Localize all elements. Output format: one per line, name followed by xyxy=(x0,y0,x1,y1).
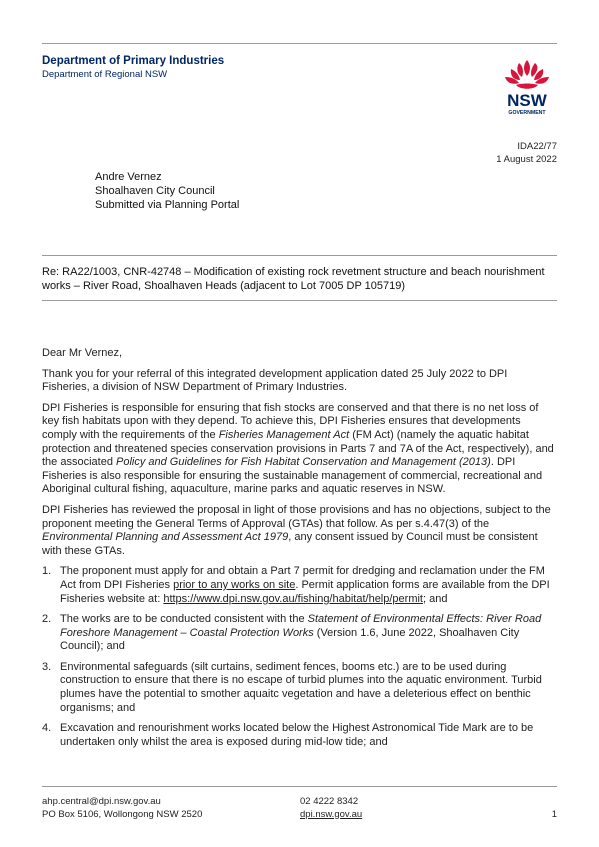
top-rule xyxy=(42,43,557,44)
recipient-name: Andre Vernez xyxy=(95,171,162,183)
reference-id: IDA22/77 xyxy=(517,141,557,152)
footer-rule xyxy=(42,786,557,787)
page-number: 1 xyxy=(551,809,557,820)
reference-block xyxy=(496,140,557,166)
list-number: 1. xyxy=(42,565,52,578)
text-span: The works are to be conducted consistent with the xyxy=(60,613,308,626)
text-span: DPI Fisheries is responsible for ensuring that fish stocks are conserved and that there is no net loss of key fish habitats upon with they depend. To achieve this, DPI Fisheries ensures that developments comply with the requirements of the xyxy=(42,401,539,441)
list-item xyxy=(42,722,557,749)
waratah-icon xyxy=(505,60,549,89)
subject-top-rule xyxy=(42,255,557,256)
nsw-government-logo xyxy=(498,57,556,117)
paragraph-review xyxy=(42,504,557,558)
text-span: ; and xyxy=(423,592,448,605)
text-span: , any consent issued by Council must be consistent with these GTAs. xyxy=(42,531,538,557)
list-item xyxy=(42,613,557,654)
department-subtitle: Department of Regional NSW xyxy=(42,69,168,80)
document-title: Statement of Environmental Effects: River Road Foreshore Management – Coastal Protection Works xyxy=(60,613,542,639)
text-span: (Version 1.6, June 2022, Shoalhaven City Council); and xyxy=(60,626,520,653)
permit-url-link[interactable]: https://www.dpi.nsw.gov.au/fishing/habitat/help/permit xyxy=(163,592,423,605)
letter-date: 1 August 2022 xyxy=(496,154,557,165)
footer-website-link[interactable]: dpi.nsw.gov.au xyxy=(300,808,363,820)
footer-contact-right xyxy=(300,796,362,821)
list-item xyxy=(42,661,557,715)
list-number: 2. xyxy=(42,613,52,626)
footer-phone: 02 4222 8342 xyxy=(300,796,359,807)
salutation: Dear Mr Vernez, xyxy=(42,347,123,359)
text-span: The proponent must apply for and obtain a Part 7 permit for dredging and reclamation under the FM Act from DPI Fisheries xyxy=(60,565,545,591)
footer-po-box: PO Box 5106, Wollongong NSW 2520 xyxy=(42,808,203,820)
list-number: 3. xyxy=(42,660,52,673)
submission-method: Submitted via Planning Portal xyxy=(95,199,240,211)
text-span: (FM Act) (namely the aquatic habitat protection and threatened species conservation provisions in Parts 7 and 7A of the Act, respectively), and the associated xyxy=(42,428,554,469)
policy-title: Policy and Guidelines for Fish Habitat Conservation and Management (2013) xyxy=(116,456,491,469)
paragraph-responsibility xyxy=(42,402,557,497)
department-name: Department of Primary Industries xyxy=(42,55,225,67)
text-span: Excavation and renourishment works located below the Highest Astronomical Tide Mark are to be undertaken only whilst the area is exposed during mid-low tide; and xyxy=(60,722,534,748)
subject-line: Re: RA22/1003, CNR-42748 – Modification of existing rock revetment structure and beach nourishment works – River Road, Shoalhaven Heads (adjacent to Lot 7005 DP 105719) xyxy=(42,266,545,292)
prior-works-link[interactable]: prior to any works on site xyxy=(173,578,296,591)
subject-bottom-rule xyxy=(42,300,557,301)
letter-body xyxy=(42,347,557,756)
recipient-address xyxy=(95,170,239,212)
text-span: DPI Fisheries has reviewed the proposal in light of those provisions and has no objections, subject to the proponent meeting the General Terms of Approval (GTAs) that follow. As per s.4.47(3) of the xyxy=(42,503,551,530)
recipient-organisation: Shoalhaven City Council xyxy=(95,185,215,197)
terms-list xyxy=(42,565,557,749)
list-number: 4. xyxy=(42,722,52,735)
paragraph-referral: Thank you for your referral of this integrated development application dated 25 July 2022 to DPI Fisheries, a division of NSW Department of Primary Industries. xyxy=(42,367,508,394)
text-span: . Permit application forms are available from the DPI Fisheries website at: xyxy=(60,578,550,605)
logo-text: NSW xyxy=(507,91,547,110)
footer-email: ahp.central@dpi.nsw.gov.au xyxy=(42,796,161,807)
list-item xyxy=(42,565,557,606)
logo-subtext: GOVERNMENT xyxy=(508,110,546,116)
act-title: Environmental Planning and Assessment Act 1979 xyxy=(42,531,289,544)
act-title: Fisheries Management Act xyxy=(218,428,350,441)
footer-contact-left xyxy=(42,796,202,821)
text-span: Environmental safeguards (silt curtains, sediment fences, booms etc.) are to be used during construction to ensure that there is no escape of turbid plumes into the aquatic environment. Turbid plumes have the potential to smother aquaitc vegetation and have a deleterious effect on benthic organisms; and xyxy=(60,660,542,714)
text-span: . DPI Fisheries is also responsible for ensuring the sustainable management of commercial, recreational and Aboriginal cultural fishing, aquaculture, marine parks and aquatic reserves in NSW. xyxy=(42,456,543,496)
